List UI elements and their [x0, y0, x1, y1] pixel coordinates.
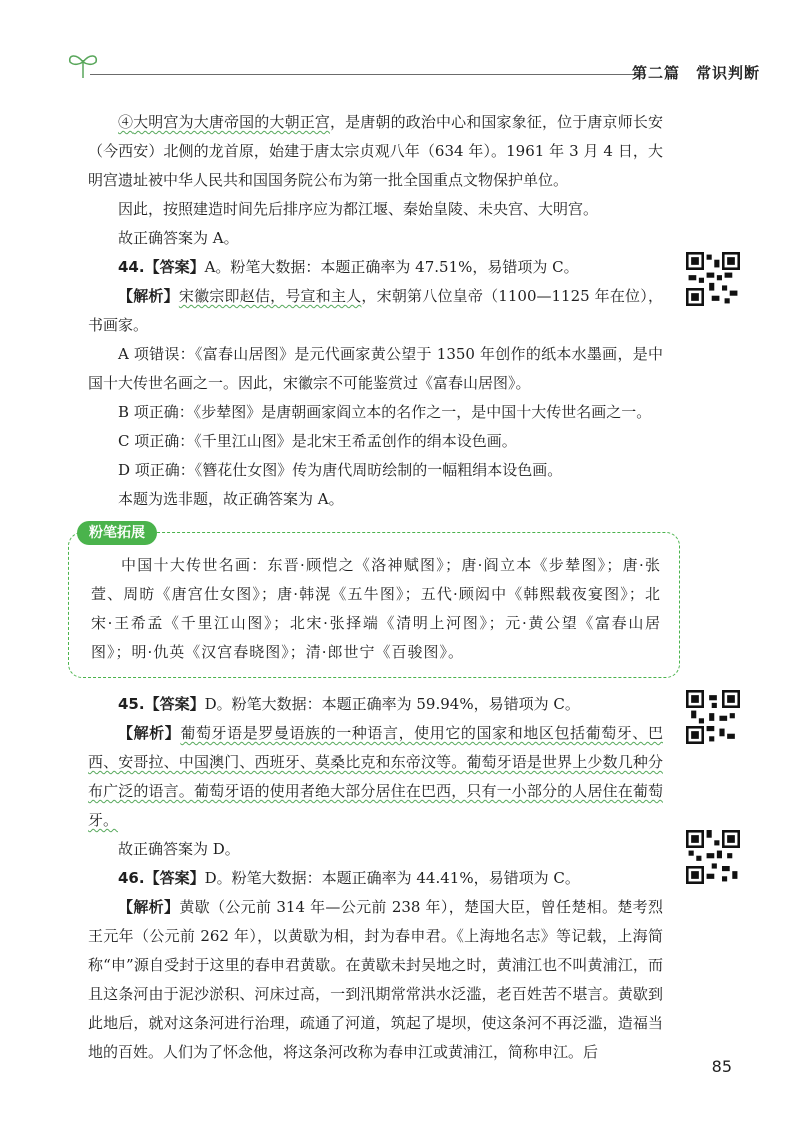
paragraph-order: 因此，按照建造时间先后排序应为都江堰、秦始皇陵、未央宫、大明宫。: [118, 200, 599, 218]
conclusion-line: 本题为选非题，故正确答案为 A。: [118, 490, 344, 508]
sprout-leaf-icon: [66, 50, 100, 80]
section-title: 第二篇 常识判断: [631, 64, 760, 82]
analysis-label: 【解析】: [118, 724, 181, 742]
page-number: 85: [711, 1057, 732, 1076]
extension-tag: 粉笔拓展: [77, 521, 157, 545]
question-44-analysis: [88, 282, 663, 340]
qr-code-icon[interactable]: [686, 252, 740, 306]
answer-line: 故正确答案为 D。: [118, 840, 240, 858]
qr-code-icon[interactable]: [686, 690, 740, 744]
answer-label: 46.【答案】: [118, 869, 205, 887]
header-rule: [90, 74, 636, 75]
analysis-label: 【解析】: [118, 898, 180, 916]
circled-number: ④: [118, 113, 134, 131]
analysis-text: ，宋朝第八位皇帝（1100—1125 年在位），书画家。: [88, 287, 663, 334]
page-content: [88, 108, 663, 1067]
answer-line: 故正确答案为 A。: [118, 229, 239, 247]
question-46-answer: [88, 864, 663, 893]
analysis-text: 黄歇（公元前 314 年—公元前 238 年），楚国大臣，曾任楚相。楚考烈王元年（公元前 262 年），以黄歇为相，封为春申君。《上海地名志》等记载，上海简称“申”源自受封于这里的春申君黄歇。在黄歇未封吴地之时，黄浦江也不叫黄浦江，而且这条河由于泥沙淤积、河床过高，一到汛期常常洪水泛滥，老百姓苦不堪言。黄歇到此地后，就对这条河进行治理，疏通了河道，筑起了堤坝，使这条河不再泛滥，造福当地的百姓。人们为了怀念他，将这条河改称为春申江或黄浦江，简称申江。后: [88, 898, 663, 1061]
paragraph-daming-palace: [88, 108, 663, 195]
question-45-analysis: [88, 719, 663, 835]
option-b: B 项正确：《步辇图》是唐朝画家阎立本的名作之一，是中国十大传世名画之一。: [118, 403, 652, 421]
answer-text: D。粉笔大数据：本题正确率为 59.94%，易错项为 C。: [204, 695, 580, 713]
answer-text: A。粉笔大数据：本题正确率为 47.51%，易错项为 C。: [204, 258, 579, 276]
extension-box: [68, 525, 680, 678]
underlined-text: 葡萄牙语是罗曼语族的一种语言，使用它的国家和地区包括葡萄牙、巴西、安哥拉、中国澳门、西班牙、莫桑比克和东帝汶等。葡萄牙语是世界上少数几种分布广泛的语言。葡萄牙语的使用者绝大部分居住在巴西，只有一小部分的人居住在葡萄牙。: [88, 724, 663, 829]
question-45-answer: [88, 690, 663, 719]
underlined-text: 大明宫为大唐帝国的大朝正宫: [133, 113, 330, 131]
question-44-answer: [88, 253, 663, 282]
extension-text: 中国十大传世名画：东晋·顾恺之《洛神赋图》；唐·阎立本《步辇图》；唐·张萱、周昉《唐宫仕女图》；唐·韩滉《五牛图》；五代·顾闳中《韩熙载夜宴图》；北宋·王希孟《千里江山图》；北宋·张择端《清明上河图》；元·黄公望《富春山居图》；明·仇英《汉宫春晓图》；清·郎世宁《百骏图》。: [91, 556, 661, 661]
option-c: C 项正确：《千里江山图》是北宋王希孟创作的绢本设色画。: [118, 432, 517, 450]
question-46-analysis: [88, 893, 663, 1067]
answer-label: 45.【答案】: [118, 695, 205, 713]
page-header: [40, 40, 760, 100]
analysis-label: 【解析】: [118, 287, 179, 305]
option-a: A 项错误：《富春山居图》是元代画家黄公望于 1350 年创作的纸本水墨画，是中国十大传世名画之一。因此，宋徽宗不可能鉴赏过《富春山居图》。: [88, 345, 663, 392]
paragraph-text: ，是唐朝的政治中心和国家象征，位于唐京师长安（今西安）北侧的龙首原，始建于唐太宗贞观八年（634 年）。1961 年 3 月 4 日，大明宫遗址被中华人民共和国国务院公布为第一批全国重点文物保护单位。: [88, 113, 663, 189]
option-d: D 项正确：《簪花仕女图》传为唐代周昉绘制的一幅粗绢本设色画。: [118, 461, 563, 479]
answer-label: 44.【答案】: [118, 258, 205, 276]
qr-code-icon[interactable]: [686, 830, 740, 884]
underlined-text: 宋徽宗即赵佶，号宣和主人: [178, 287, 362, 305]
answer-text: D。粉笔大数据：本题正确率为 44.41%，易错项为 C。: [204, 869, 580, 887]
